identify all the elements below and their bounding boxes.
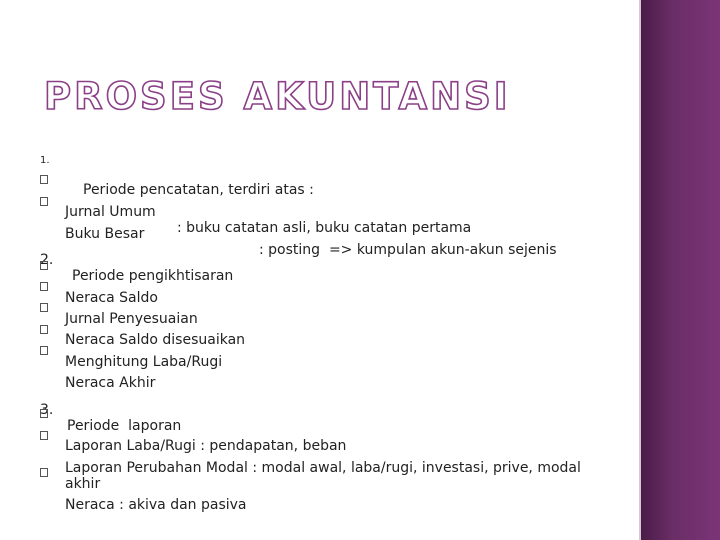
item-label: Neraca Akhir bbox=[65, 375, 156, 391]
section-3-number: 3. bbox=[40, 402, 54, 418]
square-bullet-icon bbox=[40, 468, 48, 477]
item-label: Buku Besar bbox=[65, 226, 145, 242]
square-bullet-icon bbox=[40, 261, 48, 270]
item-desc: : buku catatan asli, buku catatan pertama bbox=[177, 220, 472, 236]
item-label: Neraca Saldo disesuaikan bbox=[65, 332, 246, 348]
item-desc: : posting => kumpulan akun-akun sejenis bbox=[259, 242, 557, 258]
section-1-heading: Periode pencatatan, terdiri atas : bbox=[83, 182, 314, 198]
decorative-sidebar bbox=[641, 0, 720, 540]
square-bullet-icon bbox=[40, 325, 48, 334]
item-label: Laporan Laba/Rugi : pendapatan, beban bbox=[65, 438, 347, 454]
square-bullet-icon bbox=[40, 282, 48, 291]
section-2-number: 2. bbox=[40, 252, 54, 268]
item-label: Jurnal Umum bbox=[65, 204, 156, 220]
square-bullet-icon bbox=[40, 175, 48, 184]
item-label: Laporan Perubahan Modal : modal awal, laba/rugi, investasi, prive, modal akhir bbox=[65, 460, 581, 492]
square-bullet-icon bbox=[40, 303, 48, 312]
square-bullet-icon bbox=[40, 431, 48, 440]
square-bullet-icon bbox=[40, 409, 48, 418]
slide-title: PROSES AKUNTANSI bbox=[44, 75, 511, 118]
item-label: Neraca : akiva dan pasiva bbox=[65, 497, 247, 513]
list-item bbox=[40, 465, 247, 513]
item-label: Jurnal Penyesuaian bbox=[65, 311, 198, 327]
section-3-heading: Periode laporan bbox=[67, 418, 182, 434]
item-label: Neraca Saldo bbox=[65, 290, 158, 306]
square-bullet-icon bbox=[40, 197, 48, 206]
item-label: Menghitung Laba/Rugi bbox=[65, 354, 223, 370]
section-1-number: 1. bbox=[40, 155, 50, 166]
square-bullet-icon bbox=[40, 346, 48, 355]
section-2-heading: Periode pengikhtisaran bbox=[72, 268, 234, 284]
